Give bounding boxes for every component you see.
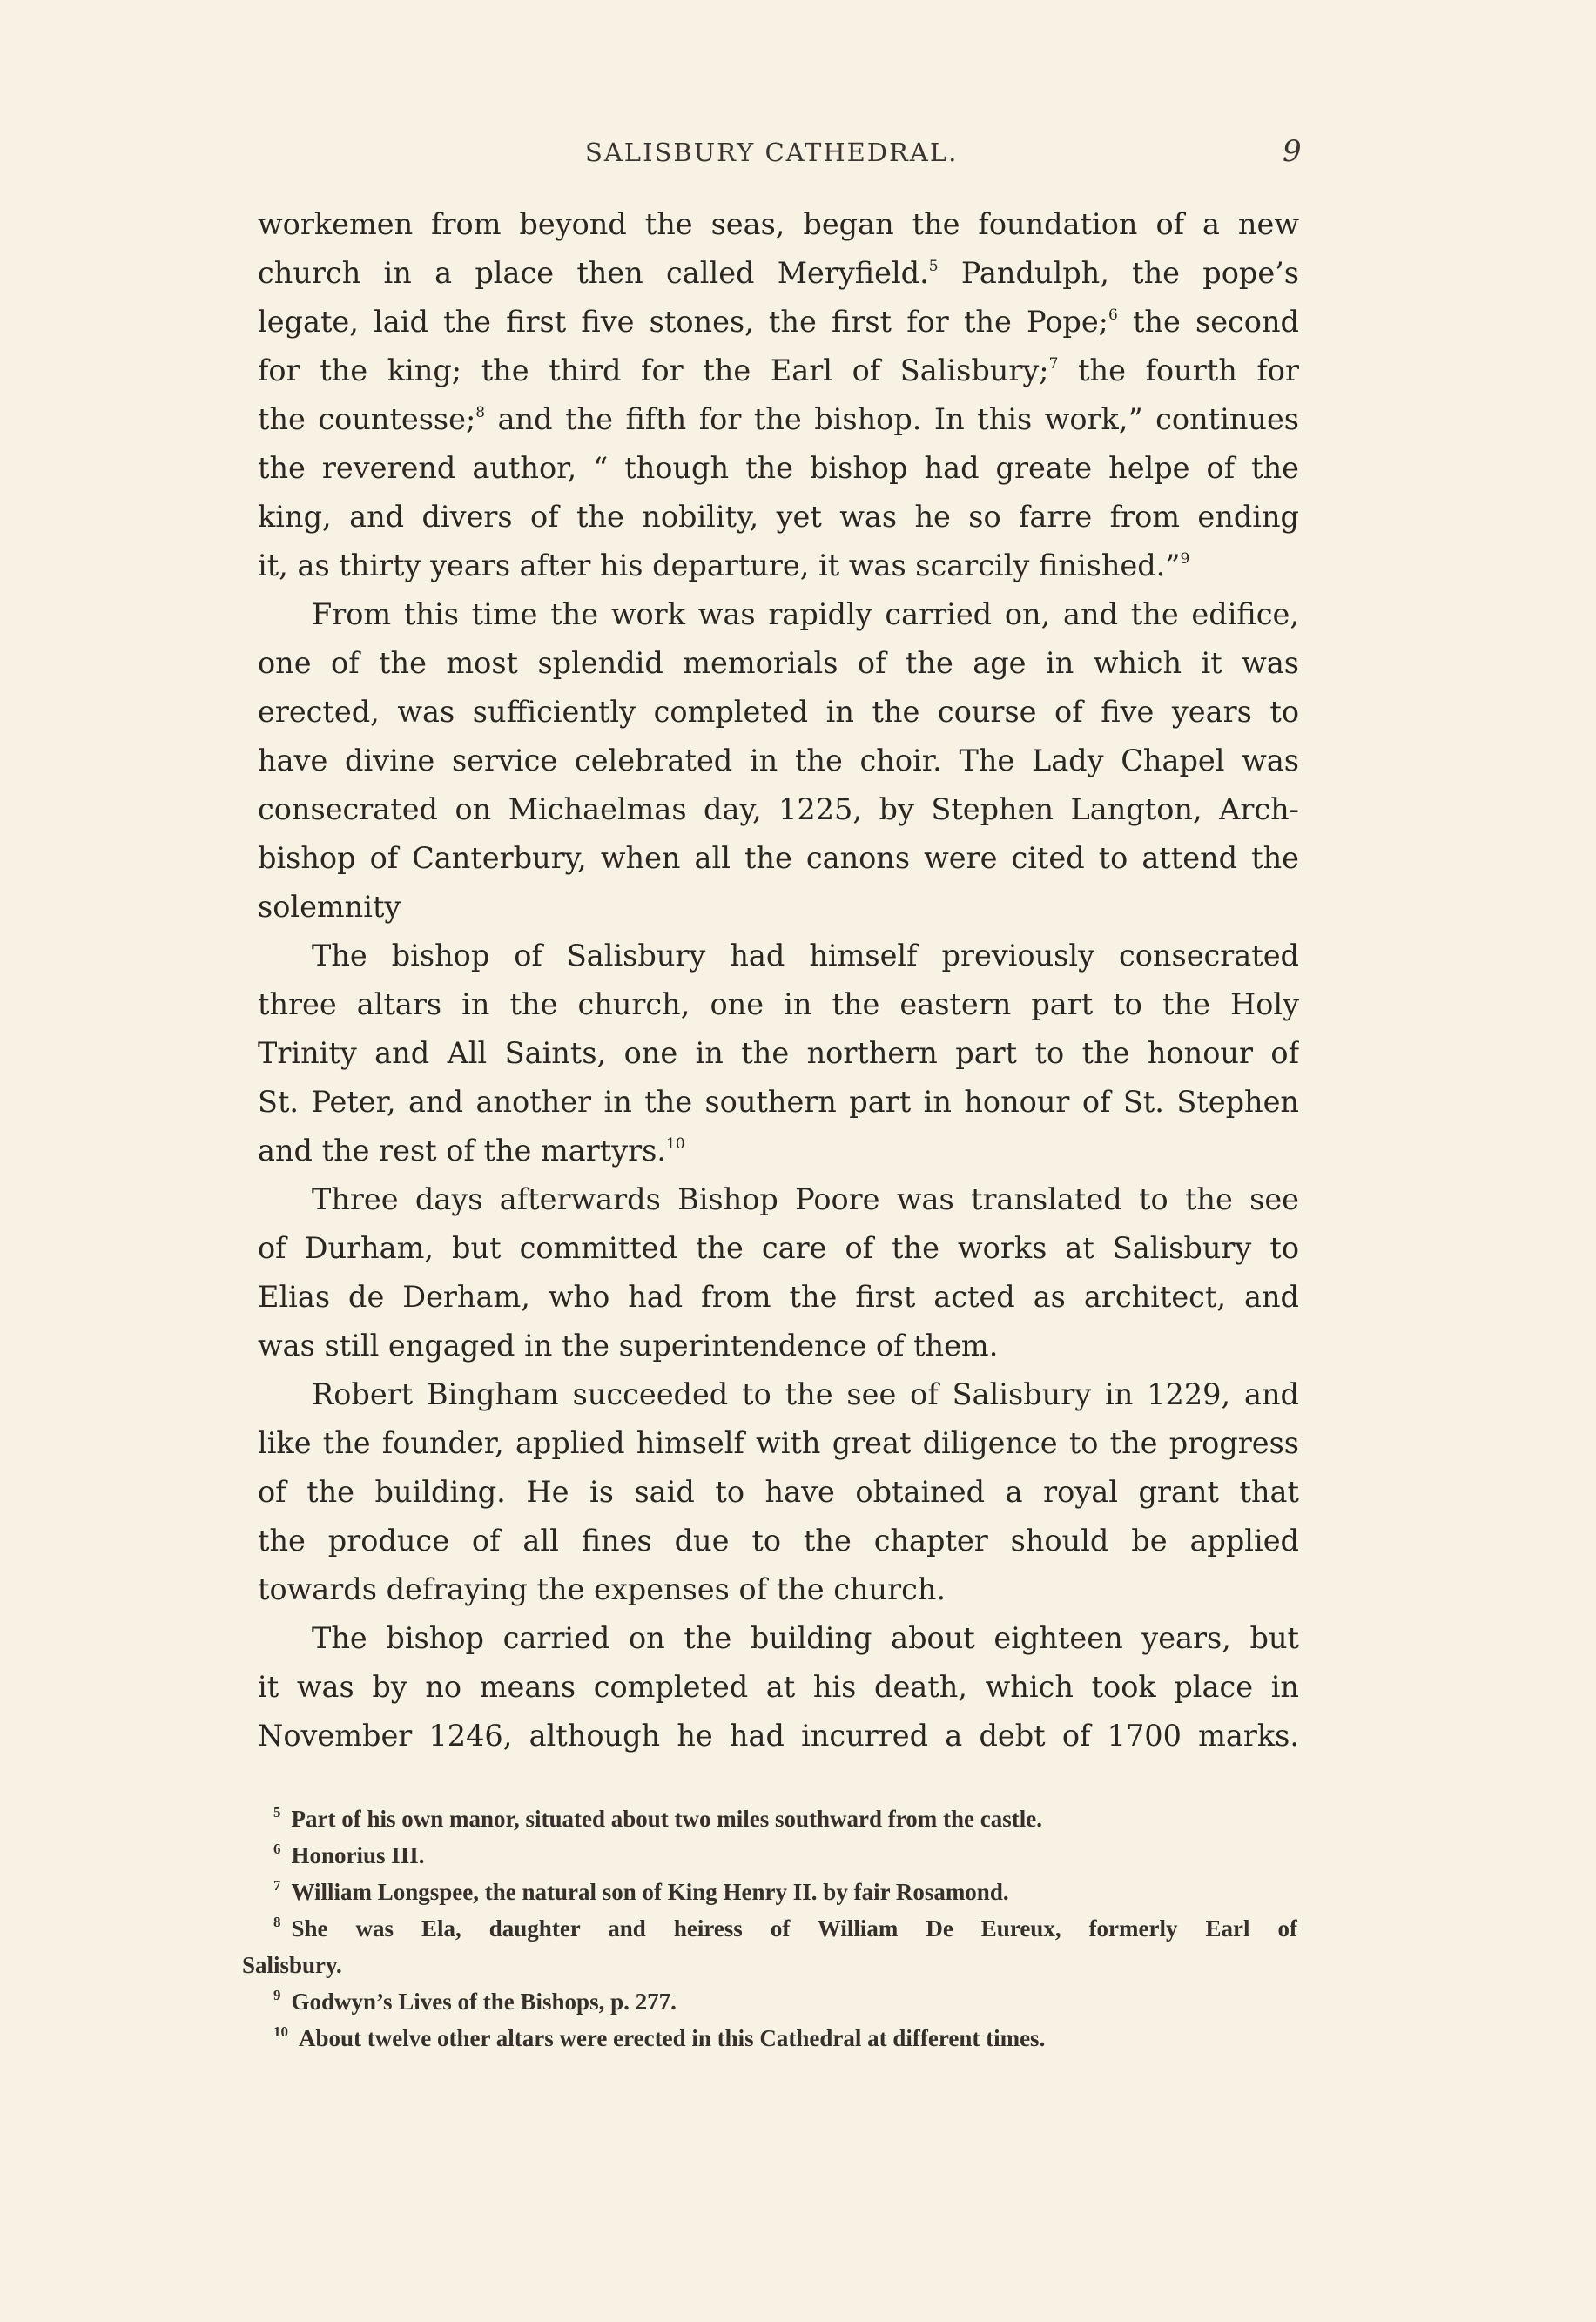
footnote bbox=[242, 1947, 1297, 1983]
footnote-text: She was Ela, daughter and heiress of William De Eureux, formerly Earl of bbox=[291, 1915, 1297, 1942]
line-text: the countesse; bbox=[258, 402, 476, 436]
text-line bbox=[258, 1663, 1299, 1712]
text-line bbox=[258, 1273, 1299, 1322]
line-text: Elias de Derham, who had from the first acted as architect, and bbox=[258, 1280, 1299, 1314]
line-text: erected, was sufficiently completed in the course of five years to bbox=[258, 695, 1299, 729]
footnote bbox=[242, 1910, 1297, 1947]
line-text: Robert Bingham succeeded to the see of Salisbury in 1229, and bbox=[312, 1377, 1299, 1411]
footnote-reference: 7 bbox=[1048, 355, 1059, 373]
text-line bbox=[258, 590, 1299, 639]
line-text: The bishop carried on the building about eighteen years, but bbox=[312, 1621, 1299, 1655]
line-text: towards defraying the expenses of the church. bbox=[258, 1572, 946, 1606]
text-line bbox=[258, 1517, 1299, 1565]
text-line bbox=[258, 785, 1299, 834]
text-line bbox=[258, 883, 1299, 932]
text-line bbox=[258, 542, 1299, 590]
text-line bbox=[258, 444, 1299, 493]
footnote-reference: 9 bbox=[1180, 550, 1190, 568]
footnote bbox=[242, 2020, 1297, 2056]
text-line bbox=[258, 1614, 1299, 1663]
footnote-text: Part of his own manor, situated about two miles southward from the castle. bbox=[291, 1806, 1042, 1832]
footnote-mark: 9 bbox=[273, 1987, 281, 2003]
line-text-tail: Pandulph, the pope’s bbox=[938, 256, 1299, 290]
running-head bbox=[0, 134, 1596, 181]
footnote-reference: 6 bbox=[1108, 306, 1118, 324]
body-text bbox=[258, 200, 1299, 1760]
line-text: of Durham, but committed the care of the works at Salisbury to bbox=[258, 1231, 1299, 1265]
footnote-mark: 5 bbox=[273, 1804, 281, 1821]
running-title: SALISBURY CATHEDRAL. bbox=[585, 138, 959, 167]
footnote-text: About twelve other altars were erected in this Cathedral at different times. bbox=[299, 2025, 1046, 2051]
text-line bbox=[258, 980, 1299, 1029]
line-text: it was by no means completed at his death, which took place in bbox=[258, 1670, 1299, 1704]
footnote-text: Honorius III. bbox=[291, 1842, 425, 1868]
footnote-text: William Longspee, the natural son of King Henry II. by fair Rosamond. bbox=[291, 1879, 1009, 1905]
text-line bbox=[258, 1029, 1299, 1078]
line-text: have divine service celebrated in the choir. The Lady Chapel was bbox=[258, 744, 1299, 777]
line-text: St. Peter, and another in the southern part in honour of St. Stephen bbox=[258, 1085, 1299, 1119]
footnote-mark: 6 bbox=[273, 1841, 281, 1857]
line-text: consecrated on Michaelmas day, 1225, by Stephen Langton, Arch- bbox=[258, 792, 1299, 826]
text-line bbox=[258, 1419, 1299, 1468]
line-text: of the building. He is said to have obtained a royal grant that bbox=[258, 1475, 1299, 1509]
footnote bbox=[242, 1983, 1297, 2020]
line-text-tail: the second bbox=[1117, 305, 1299, 339]
line-text: solemnity bbox=[258, 890, 401, 924]
footnote-mark: 8 bbox=[273, 1914, 281, 1930]
text-line bbox=[258, 298, 1299, 347]
text-line bbox=[258, 1078, 1299, 1127]
text-line bbox=[258, 1370, 1299, 1419]
line-text: Three days afterwards Bishop Poore was translated to the see bbox=[312, 1182, 1299, 1216]
line-text: it, as thirty years after his departure, it was scarcily finished.” bbox=[258, 549, 1181, 582]
footnote bbox=[242, 1837, 1297, 1874]
text-line bbox=[258, 1175, 1299, 1224]
text-line bbox=[258, 834, 1299, 883]
line-text: king, and divers of the nobility, yet was he so farre from ending bbox=[258, 500, 1299, 534]
line-text: Trinity and All Saints, one in the northern part to the honour of bbox=[258, 1036, 1299, 1070]
line-text: workemen from beyond the seas, began the foundation of a new bbox=[258, 207, 1299, 241]
text-line bbox=[258, 932, 1299, 980]
footnote-mark: 10 bbox=[273, 2023, 288, 2040]
footnote-reference: 8 bbox=[475, 404, 486, 421]
line-text: the reverend author, “ though the bishop had greate helpe of the bbox=[258, 451, 1299, 485]
text-line bbox=[258, 395, 1299, 444]
line-text: church in a place then called Meryfield. bbox=[258, 256, 929, 290]
line-text: legate, laid the first five stones, the first for the Pope; bbox=[258, 305, 1108, 339]
page-number: 9 bbox=[1283, 134, 1302, 169]
text-line bbox=[258, 688, 1299, 737]
line-text: and the rest of the martyrs. bbox=[258, 1134, 667, 1168]
line-text: three altars in the church, one in the eastern part to the Holy bbox=[258, 987, 1299, 1021]
text-line bbox=[258, 639, 1299, 688]
footnote bbox=[242, 1800, 1297, 1837]
text-line bbox=[258, 737, 1299, 785]
line-text: The bishop of Salisbury had himself previously consecrated bbox=[312, 939, 1299, 973]
line-text-tail: and the fifth for the bishop. In this work,” continues bbox=[485, 402, 1299, 436]
line-text: like the founder, applied himself with great diligence to the progress bbox=[258, 1426, 1299, 1460]
text-line bbox=[258, 1565, 1299, 1614]
text-line bbox=[258, 1127, 1299, 1175]
footnote bbox=[242, 1874, 1297, 1910]
line-text: was still engaged in the superintendence of them. bbox=[258, 1329, 999, 1363]
text-line bbox=[258, 1224, 1299, 1273]
footnote-reference: 10 bbox=[666, 1135, 685, 1153]
text-line bbox=[258, 1468, 1299, 1517]
line-text: bishop of Canterbury, when all the canons were cited to attend the bbox=[258, 841, 1299, 875]
text-line bbox=[258, 1322, 1299, 1370]
line-text: From this time the work was rapidly carried on, and the edifice, bbox=[312, 597, 1299, 631]
footnote-reference: 5 bbox=[928, 258, 939, 275]
line-text-tail: the fourth for bbox=[1058, 353, 1299, 387]
text-line bbox=[258, 200, 1299, 249]
text-line bbox=[258, 493, 1299, 542]
text-line bbox=[258, 1712, 1299, 1760]
line-text: the produce of all fines due to the chapter should be applied bbox=[258, 1524, 1299, 1558]
line-text: November 1246, although he had incurred a debt of 1700 marks. bbox=[258, 1719, 1299, 1753]
footnote-mark: 7 bbox=[273, 1877, 281, 1894]
footnote-text: Salisbury. bbox=[242, 1952, 342, 1978]
text-line bbox=[258, 347, 1299, 395]
footnotes bbox=[242, 1800, 1297, 2056]
line-text: one of the most splendid memorials of the age in which it was bbox=[258, 646, 1299, 680]
line-text: for the king; the third for the Earl of Salisbury; bbox=[258, 353, 1049, 387]
text-line bbox=[258, 249, 1299, 298]
footnote-text: Godwyn’s Lives of the Bishops, p. 277. bbox=[291, 1989, 677, 2015]
